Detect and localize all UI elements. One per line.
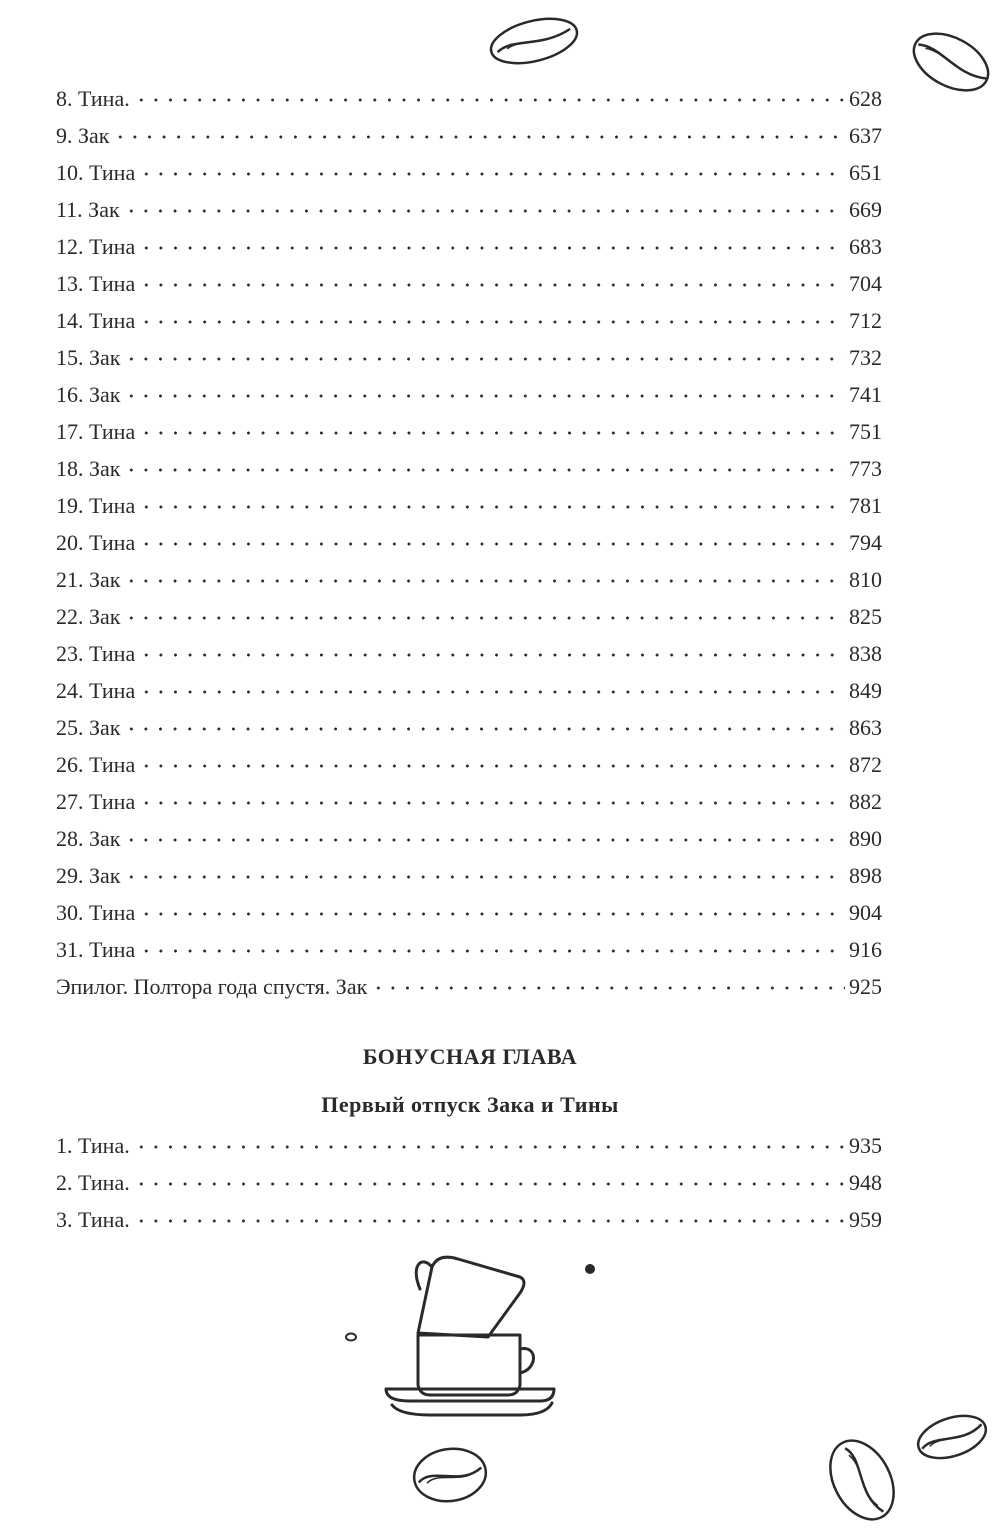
dot-leader <box>134 1131 845 1153</box>
dot-leader <box>139 528 845 550</box>
bonus-toc-list <box>56 1127 882 1238</box>
toc-entry[interactable] <box>56 1201 882 1238</box>
toc-entry-page: 683 <box>849 234 882 259</box>
bonus-heading: БОНУСНАЯ ГЛАВА <box>362 1044 578 1069</box>
toc-entry[interactable] <box>56 931 882 968</box>
toc-entry-page: 637 <box>849 123 882 148</box>
toc-entry-page: 651 <box>849 160 882 185</box>
toc-entry-title: 12. Тина <box>56 234 136 259</box>
toc-entry[interactable] <box>56 1164 882 1201</box>
coffee-dot-icon <box>344 1332 358 1342</box>
toc-entry-title: 22. Зак <box>56 604 121 629</box>
toc-entry-page: 863 <box>849 715 882 740</box>
toc-entry-page: 704 <box>849 271 882 296</box>
toc-entry[interactable] <box>56 524 882 561</box>
toc-entry-page: 898 <box>849 863 882 888</box>
toc-entry[interactable] <box>56 487 882 524</box>
dot-leader <box>124 195 845 217</box>
dot-leader <box>134 1168 845 1190</box>
toc-entry[interactable] <box>56 709 882 746</box>
toc-entry[interactable] <box>56 265 882 302</box>
toc-entry[interactable] <box>56 191 882 228</box>
toc-entry[interactable] <box>56 783 882 820</box>
toc-entry-title: 15. Зак <box>56 345 121 370</box>
toc-entry-title: Эпилог. Полтора года спустя. Зак <box>56 974 368 999</box>
toc-entry-title: 23. Тина <box>56 641 136 666</box>
toc-entry[interactable] <box>56 228 882 265</box>
dot-leader <box>124 602 845 624</box>
dot-leader <box>139 232 845 254</box>
toc-entry-page: 781 <box>849 493 882 518</box>
toc-entry-page: 904 <box>849 900 882 925</box>
toc-entry-title: 28. Зак <box>56 826 121 851</box>
dot-leader <box>139 639 845 661</box>
dot-leader <box>139 491 845 513</box>
toc-entry-page: 773 <box>849 456 882 481</box>
toc-entry-page: 810 <box>849 567 882 592</box>
toc-entry[interactable] <box>56 154 882 191</box>
toc-entry-title: 16. Зак <box>56 382 121 407</box>
toc-entry-page: 959 <box>849 1207 882 1232</box>
toc-entry-page: 890 <box>849 826 882 851</box>
bonus-subheading: Первый отпуск Зака и Тины <box>321 1092 619 1117</box>
stacked-coffee-cups-icon <box>370 1245 610 1425</box>
toc-entry-title: 9. Зак <box>56 123 110 148</box>
toc-entry-title: 24. Тина <box>56 678 136 703</box>
dot-leader <box>139 676 845 698</box>
toc-entry-page: 741 <box>849 382 882 407</box>
dot-leader <box>139 750 845 772</box>
dot-leader <box>139 269 845 291</box>
dot-leader <box>139 417 845 439</box>
toc-entry[interactable] <box>56 635 882 672</box>
toc-entry-title: 26. Тина <box>56 752 136 777</box>
dot-leader <box>124 713 845 735</box>
toc-entry[interactable] <box>56 80 882 117</box>
dot-leader <box>124 861 845 883</box>
coffee-bean-icon <box>408 1440 492 1510</box>
toc-entry-title: 1. Тина. <box>56 1133 130 1158</box>
toc-list <box>56 80 882 1005</box>
toc-entry[interactable] <box>56 598 882 635</box>
toc-entry-title: 27. Тина <box>56 789 136 814</box>
toc-entry[interactable] <box>56 746 882 783</box>
toc-entry-page: 751 <box>849 419 882 444</box>
dot-leader <box>124 380 845 402</box>
toc-entry-title: 31. Тина <box>56 937 136 962</box>
dot-leader <box>139 898 845 920</box>
toc-entry-page: 935 <box>849 1133 882 1158</box>
toc-entry[interactable] <box>56 302 882 339</box>
toc-entry[interactable] <box>56 413 882 450</box>
toc-entry[interactable] <box>56 561 882 598</box>
toc-entry[interactable] <box>56 820 882 857</box>
dot-leader <box>371 972 845 994</box>
dot-leader <box>134 84 845 106</box>
coffee-bean-icon <box>822 1432 902 1528</box>
toc-entry-title: 25. Зак <box>56 715 121 740</box>
toc-entry-title: 3. Тина. <box>56 1207 130 1232</box>
toc-entry[interactable] <box>56 894 882 931</box>
toc-entry[interactable] <box>56 450 882 487</box>
toc-entry-title: 20. Тина <box>56 530 136 555</box>
coffee-bean-icon <box>484 10 584 72</box>
toc-entry-page: 825 <box>849 604 882 629</box>
toc-entry-page: 712 <box>849 308 882 333</box>
toc-entry-page: 882 <box>849 789 882 814</box>
toc-entry-page: 925 <box>849 974 882 999</box>
toc-entry-page: 794 <box>849 530 882 555</box>
toc-entry-page: 948 <box>849 1170 882 1195</box>
toc-entry-title: 17. Тина <box>56 419 136 444</box>
toc-entry-title: 13. Тина <box>56 271 136 296</box>
dot-leader <box>124 565 845 587</box>
toc-entry-page: 669 <box>849 197 882 222</box>
dot-leader <box>139 306 845 328</box>
dot-leader <box>113 121 845 143</box>
toc-entry-page: 732 <box>849 345 882 370</box>
toc-entry-title: 2. Тина. <box>56 1170 130 1195</box>
toc-entry[interactable] <box>56 968 882 1005</box>
toc-entry-page: 838 <box>849 641 882 666</box>
toc-entry-title: 10. Тина <box>56 160 136 185</box>
toc-entry-title: 30. Тина <box>56 900 136 925</box>
dot-leader <box>139 935 845 957</box>
toc-entry[interactable] <box>56 339 882 376</box>
coffee-bean-icon <box>906 22 996 102</box>
toc-entry-title: 19. Тина <box>56 493 136 518</box>
toc-entry-page: 628 <box>849 86 882 111</box>
dot-leader <box>124 454 845 476</box>
toc-entry-title: 14. Тина <box>56 308 136 333</box>
toc-entry-title: 18. Зак <box>56 456 121 481</box>
dot-leader <box>124 824 845 846</box>
dot-leader <box>134 1205 845 1227</box>
toc-entry-title: 21. Зак <box>56 567 121 592</box>
coffee-bean-icon <box>912 1408 992 1466</box>
toc-entry[interactable] <box>56 857 882 894</box>
toc-entry[interactable] <box>56 376 882 413</box>
toc-entry[interactable] <box>56 672 882 709</box>
toc-entry-title: 8. Тина. <box>56 86 130 111</box>
toc-entry[interactable] <box>56 117 882 154</box>
dot-leader <box>139 787 845 809</box>
dot-leader <box>124 343 845 365</box>
toc-entry-page: 916 <box>849 937 882 962</box>
toc-entry-page: 849 <box>849 678 882 703</box>
toc-entry-title: 29. Зак <box>56 863 121 888</box>
dot-leader <box>139 158 845 180</box>
toc-entry-title: 11. Зак <box>56 197 120 222</box>
toc-entry[interactable] <box>56 1127 882 1164</box>
toc-entry-page: 872 <box>849 752 882 777</box>
